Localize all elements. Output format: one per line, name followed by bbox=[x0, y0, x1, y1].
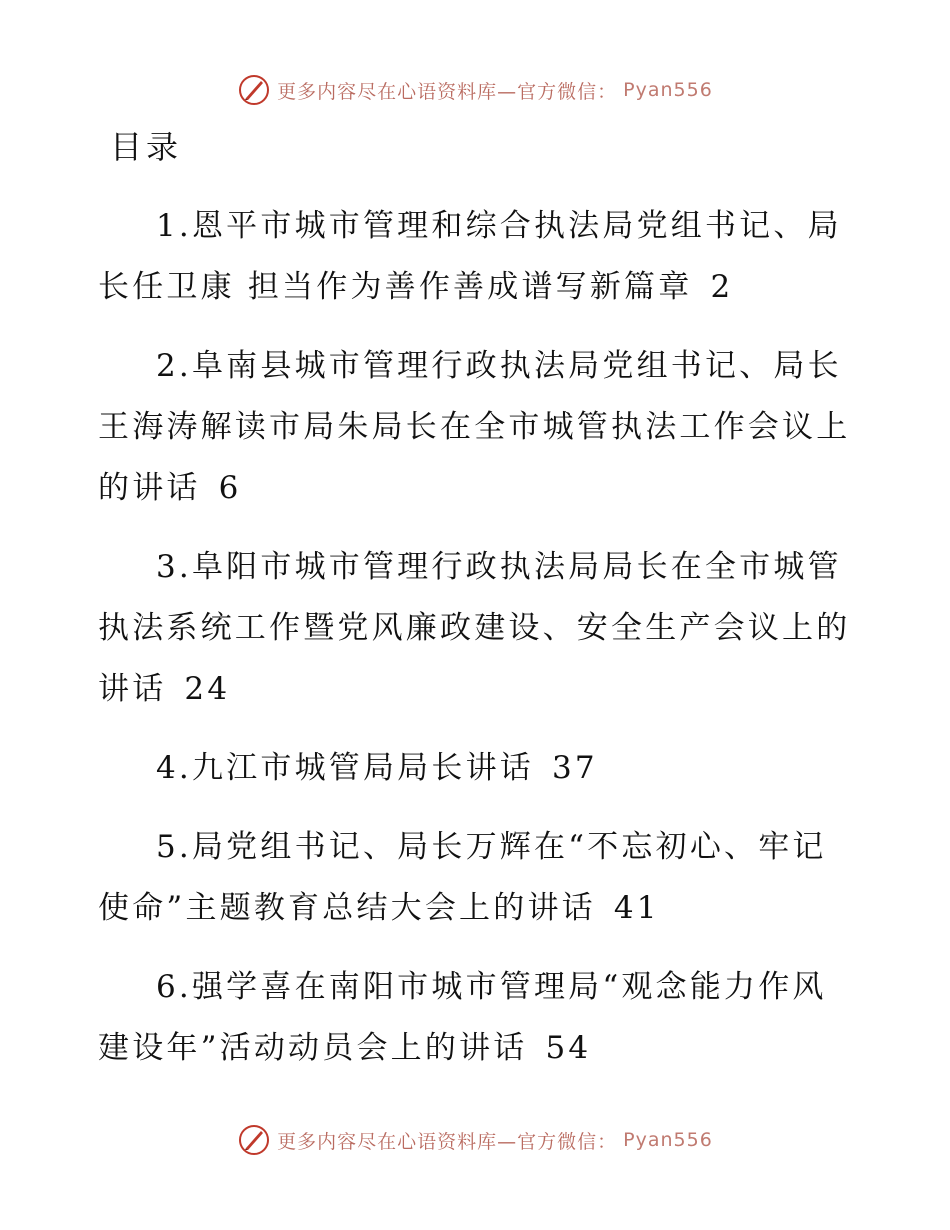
watermark-text: 更多内容尽在心语资料库—官方微信： bbox=[277, 1130, 618, 1153]
watermark-text: 更多内容尽在心语资料库—官方微信： bbox=[277, 80, 618, 103]
toc-entry-page: 54 bbox=[545, 1030, 592, 1066]
header-watermark bbox=[0, 70, 950, 110]
toc-entry-page: 2 bbox=[710, 269, 734, 305]
quill-pen-logo-icon bbox=[237, 73, 271, 107]
toc-entry-label: 1.恩平市城市管理和综合执法局党组书记、局长任卫康 担当作为善作善成谱写新篇章 bbox=[98, 208, 842, 305]
toc-entry[interactable] bbox=[98, 537, 858, 720]
footer-watermark bbox=[0, 1120, 950, 1160]
watermark-wechat-id: Pyan556 bbox=[623, 1129, 713, 1151]
toc-entry-label: 6.强学喜在南阳市城市管理局“观念能力作风建设年”活动动员会上的讲话 bbox=[98, 969, 827, 1066]
toc-entry[interactable] bbox=[98, 817, 858, 939]
watermark-wechat-id: Pyan556 bbox=[623, 79, 713, 101]
toc-entry-page: 37 bbox=[551, 750, 598, 786]
toc-entry[interactable] bbox=[98, 336, 858, 519]
toc-entry[interactable] bbox=[98, 196, 858, 318]
quill-pen-logo-icon bbox=[237, 1123, 271, 1157]
toc-title: 目录 bbox=[110, 128, 183, 166]
toc-entry-label: 2.阜南县城市管理行政执法局党组书记、局长王海涛解读市局朱局长在全市城管执法工作会议上的讲话 bbox=[98, 348, 851, 506]
toc-entry-label: 3.阜阳市城市管理行政执法局局长在全市城管执法系统工作暨党风廉政建设、安全生产会议上的讲话 bbox=[98, 549, 851, 707]
toc-entry-page: 41 bbox=[613, 890, 660, 926]
toc-list bbox=[98, 196, 858, 1097]
toc-entry-label: 4.九江市城管局局长讲话 bbox=[156, 750, 534, 786]
toc-entry-page: 24 bbox=[184, 671, 231, 707]
toc-entry[interactable] bbox=[98, 957, 858, 1079]
toc-entry[interactable] bbox=[98, 738, 858, 799]
toc-entry-page: 6 bbox=[218, 470, 242, 506]
toc-entry-label: 5.局党组书记、局长万辉在“不忘初心、牢记使命”主题教育总结大会上的讲话 bbox=[98, 829, 827, 926]
